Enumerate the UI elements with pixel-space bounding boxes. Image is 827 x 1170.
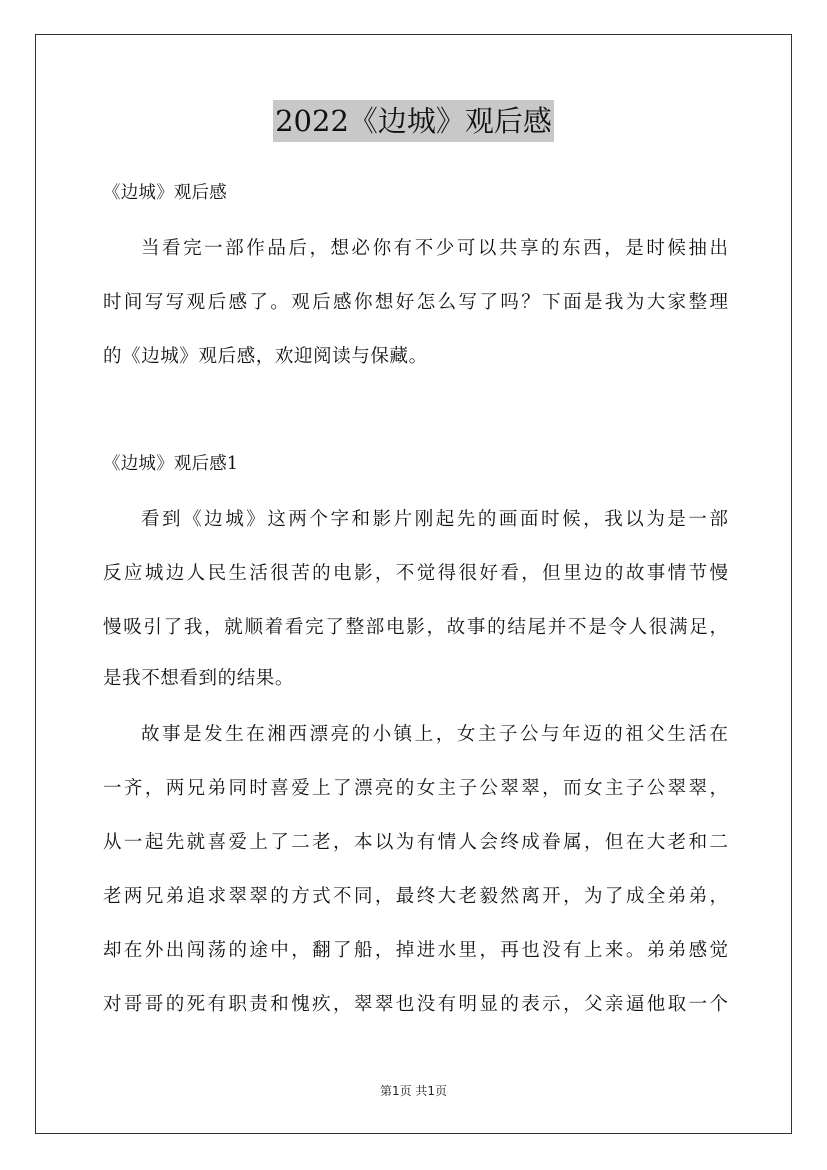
paragraph1-line-1: 看到《边城》这两个字和影片刚起先的画面时候，我以为是一部: [141, 509, 728, 530]
essay1-heading: 《边城》观后感1: [103, 454, 239, 474]
paragraph2-line-6: 对哥哥的死有职责和愧疚，翠翠也没有明显的表示，父亲逼他取一个: [103, 994, 728, 1015]
paragraph2-line-1: 故事是发生在湘西漂亮的小镇上，女主子公与年迈的祖父生活在: [141, 724, 728, 745]
section-heading: 《边城》观后感: [103, 183, 227, 203]
intro-line-2: 时间写写观后感了。观后感你想好怎么写了吗？下面是我为大家整理: [103, 292, 728, 313]
document-title-wrapper: [0, 100, 827, 142]
paragraph1-line-3: 慢吸引了我，就顺着看完了整部电影，故事的结尾并不是令人很满足，: [103, 617, 728, 638]
paragraph1-line-2: 反应城边人民生活很苦的电影，不觉得很好看，但里边的故事情节慢: [103, 563, 728, 584]
page-footer: 第1页 共1页: [379, 1084, 448, 1098]
intro-line-1: 当看完一部作品后，想必你有不少可以共享的东西，是时候抽出: [141, 238, 728, 259]
document-title: 2022《边城》观后感: [273, 100, 554, 142]
paragraph1-line-4: 是我不想看到的结果。: [103, 668, 295, 689]
paragraph2-line-3: 从一起先就喜爱上了二老，本以为有情人会终成眷属，但在大老和二: [103, 832, 728, 853]
intro-line-3: 的《边城》观后感，欢迎阅读与保藏。: [103, 346, 428, 367]
paragraph2-line-4: 老两兄弟追求翠翠的方式不同，最终大老毅然离开，为了成全弟弟，: [103, 886, 728, 907]
paragraph2-line-2: 一齐，两兄弟同时喜爱上了漂亮的女主子公翠翠，而女主子公翠翠，: [103, 778, 728, 799]
paragraph2-line-5: 却在外出闯荡的途中，翻了船，掉进水里，再也没有上来。弟弟感觉: [103, 940, 728, 961]
